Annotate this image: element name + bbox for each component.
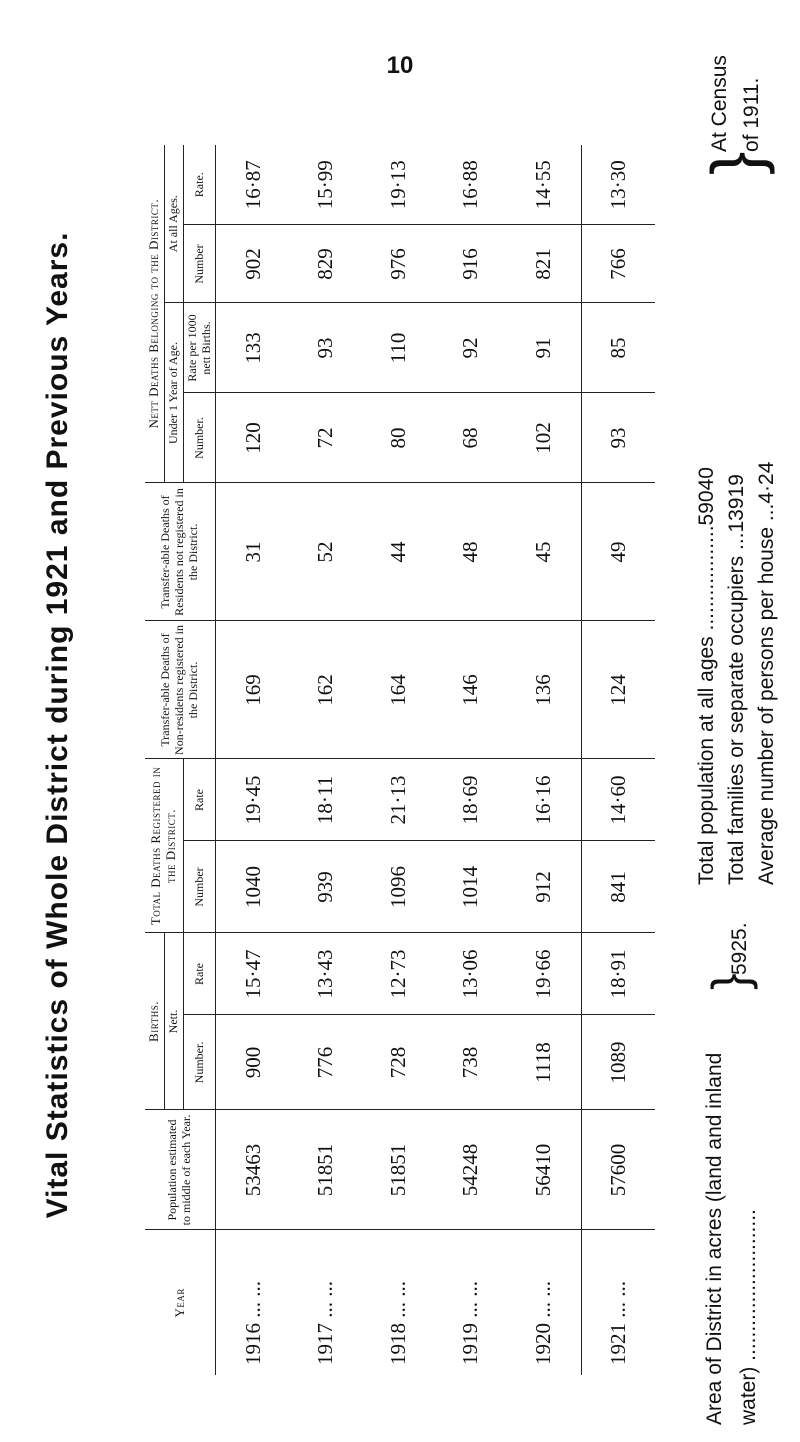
census-note-line-1: At Census bbox=[708, 55, 731, 152]
under-1-rate-cell: 110 bbox=[362, 303, 434, 393]
page-title-text: Vital Statistics of Whole District during 1921 and Previous Years. bbox=[41, 231, 74, 1219]
under-1-number-cell: 102 bbox=[507, 393, 581, 483]
deaths-rate-cell: 16·16 bbox=[507, 759, 581, 841]
header-deaths-rate: Rate bbox=[183, 759, 216, 841]
transfer-non-residents-cell: 164 bbox=[362, 621, 434, 759]
census-note bbox=[704, 55, 768, 152]
deaths-number-cell: 1096 bbox=[362, 841, 434, 933]
births-number-cell: 1089 bbox=[581, 1015, 655, 1110]
under-1-rate-cell: 92 bbox=[435, 303, 507, 393]
header-all-ages-number: Number bbox=[183, 225, 216, 303]
population-cell: 51851 bbox=[290, 1110, 362, 1230]
table-row bbox=[507, 145, 581, 1375]
table-row bbox=[290, 145, 362, 1375]
total-families-value: 13919 bbox=[725, 474, 748, 533]
births-rate-cell: 13·43 bbox=[290, 933, 362, 1015]
births-number-cell: 776 bbox=[290, 1015, 362, 1110]
transfer-residents-cell: 31 bbox=[216, 483, 290, 621]
header-births-rate: Rate bbox=[183, 933, 216, 1015]
header-under-1-year: Under 1 Year of Age. bbox=[164, 303, 183, 483]
header-population: Population estimated to middle of each Year. bbox=[145, 1110, 216, 1230]
under-1-rate-cell: 91 bbox=[507, 303, 581, 393]
header-births-nett: Nett. bbox=[164, 933, 183, 1110]
year-cell: 1921 ... ... bbox=[581, 1230, 655, 1375]
year-cell: 1916 ... ... bbox=[216, 1230, 290, 1375]
under-1-number-cell: 80 bbox=[362, 393, 434, 483]
all-ages-number-cell: 916 bbox=[435, 225, 507, 303]
deaths-rate-cell: 18·69 bbox=[435, 759, 507, 841]
header-transfer-residents: Transfer-able Deaths of Residents not registered in the District. bbox=[145, 483, 216, 621]
header-under-1-number: Number. bbox=[183, 393, 216, 483]
deaths-number-cell: 912 bbox=[507, 841, 581, 933]
births-number-cell: 728 bbox=[362, 1015, 434, 1110]
deaths-rate-cell: 14·60 bbox=[581, 759, 655, 841]
deaths-rate-cell: 18·11 bbox=[290, 759, 362, 841]
transfer-non-residents-cell: 124 bbox=[581, 621, 655, 759]
transfer-non-residents-cell: 136 bbox=[507, 621, 581, 759]
all-ages-number-cell: 902 bbox=[216, 225, 290, 303]
deaths-number-cell: 1040 bbox=[216, 841, 290, 933]
deaths-number-cell: 841 bbox=[581, 841, 655, 933]
transfer-residents-cell: 49 bbox=[581, 483, 655, 621]
table-row bbox=[435, 145, 507, 1375]
average-persons-label: Average number of persons per house ... bbox=[755, 503, 778, 885]
under-1-number-cell: 120 bbox=[216, 393, 290, 483]
total-population-value: 59040 bbox=[695, 467, 718, 526]
all-ages-rate-cell: 14·55 bbox=[531, 160, 556, 210]
header-nett-deaths: Nett Deaths Belonging to the District. bbox=[145, 145, 164, 483]
table-row bbox=[216, 145, 290, 1375]
transfer-non-residents-cell: 146 bbox=[435, 621, 507, 759]
total-families-label: Total families or separate occupiers ... bbox=[725, 532, 748, 885]
total-population-label: Total population at all ages .................. bbox=[695, 525, 718, 885]
all-ages-number-cell: 976 bbox=[362, 225, 434, 303]
transfer-residents-cell: 45 bbox=[507, 483, 581, 621]
all-ages-number-cell: 766 bbox=[581, 225, 655, 303]
all-ages-rate-cell: 13·30 bbox=[581, 145, 655, 225]
births-number-cell: 900 bbox=[216, 1015, 290, 1110]
total-families-line bbox=[722, 165, 752, 885]
header-deaths-number: Number bbox=[183, 841, 216, 933]
all-ages-rate-cell: 15·99 bbox=[313, 160, 338, 210]
births-rate-cell: 13·06 bbox=[435, 933, 507, 1015]
all-ages-number-cell: 821 bbox=[507, 225, 581, 303]
deaths-number-cell: 1014 bbox=[435, 841, 507, 933]
header-total-deaths: Total Deaths Registered in the District. bbox=[145, 759, 183, 933]
transfer-residents-cell: 52 bbox=[290, 483, 362, 621]
births-rate-cell: 15·47 bbox=[216, 933, 290, 1015]
under-1-rate-cell: 93 bbox=[290, 303, 362, 393]
header-all-ages-rate: Rate. bbox=[183, 145, 216, 225]
total-population-line bbox=[692, 165, 722, 885]
transfer-residents-cell: 44 bbox=[362, 483, 434, 621]
year-cell: 1920 ... ... bbox=[507, 1230, 581, 1375]
table-row bbox=[581, 145, 655, 1375]
header-year: Year bbox=[145, 1230, 216, 1375]
deaths-rate-cell: 21·13 bbox=[362, 759, 434, 841]
births-number-cell: 1118 bbox=[507, 1015, 581, 1110]
vital-statistics-table bbox=[145, 145, 655, 1375]
footer-notes bbox=[690, 55, 790, 1430]
under-1-number-cell: 72 bbox=[290, 393, 362, 483]
transfer-non-residents-cell: 169 bbox=[216, 621, 290, 759]
births-rate-cell: 18·91 bbox=[581, 933, 655, 1015]
births-number-cell: 738 bbox=[435, 1015, 507, 1110]
population-cell: 56410 bbox=[507, 1110, 581, 1230]
header-births: Births. bbox=[145, 933, 164, 1110]
header-under-1-rate: Rate per 1000 nett Births. bbox=[183, 303, 216, 393]
under-1-number-cell: 93 bbox=[581, 393, 655, 483]
area-label: Area of District in acres (land and inland water) .......................... bbox=[703, 1052, 760, 1425]
average-persons-line bbox=[752, 165, 782, 885]
deaths-number-cell: 939 bbox=[290, 841, 362, 933]
footer-notes-region bbox=[690, 55, 790, 1430]
year-cell: 1917 ... ... bbox=[290, 1230, 362, 1375]
header-all-ages: At all Ages. bbox=[164, 145, 183, 303]
deaths-rate-cell: 19·45 bbox=[216, 759, 290, 841]
page-title bbox=[28, 60, 88, 1390]
all-ages-number-cell: 829 bbox=[290, 225, 362, 303]
vital-statistics-table-rotator bbox=[145, 145, 655, 1375]
all-ages-rate-cell: 19·13 bbox=[385, 160, 410, 210]
table-row bbox=[362, 145, 434, 1375]
census-stats bbox=[692, 165, 782, 885]
area-value: 5925. bbox=[728, 922, 751, 975]
average-persons-value: 4·24 bbox=[755, 461, 778, 504]
year-cell: 1919 ... ... bbox=[435, 1230, 507, 1375]
population-cell: 51851 bbox=[362, 1110, 434, 1230]
population-cell: 57600 bbox=[581, 1110, 655, 1230]
area-brace: } bbox=[702, 973, 758, 990]
transfer-residents-cell: 48 bbox=[435, 483, 507, 621]
transfer-non-residents-cell: 162 bbox=[290, 621, 362, 759]
under-1-rate-cell: 133 bbox=[216, 303, 290, 393]
population-cell: 54248 bbox=[435, 1110, 507, 1230]
all-ages-rate-cell: 16·88 bbox=[458, 160, 483, 210]
births-rate-cell: 19·66 bbox=[507, 933, 581, 1015]
census-brace: } bbox=[697, 151, 775, 175]
year-cell: 1918 ... ... bbox=[362, 1230, 434, 1375]
population-cell: 53463 bbox=[216, 1110, 290, 1230]
header-births-number: Number. bbox=[183, 1015, 216, 1110]
page-number: 10 bbox=[386, 52, 414, 79]
births-rate-cell: 12·73 bbox=[362, 933, 434, 1015]
under-1-rate-cell: 85 bbox=[581, 303, 655, 393]
census-note-line-2: of 1911. bbox=[740, 77, 763, 152]
under-1-number-cell: 68 bbox=[435, 393, 507, 483]
vital-statistics-table-region bbox=[145, 145, 655, 1375]
all-ages-rate-cell: 16·87 bbox=[240, 160, 265, 210]
header-transfer-non-residents: Transfer-able Deaths of Non-residents registered in the District. bbox=[145, 621, 216, 759]
